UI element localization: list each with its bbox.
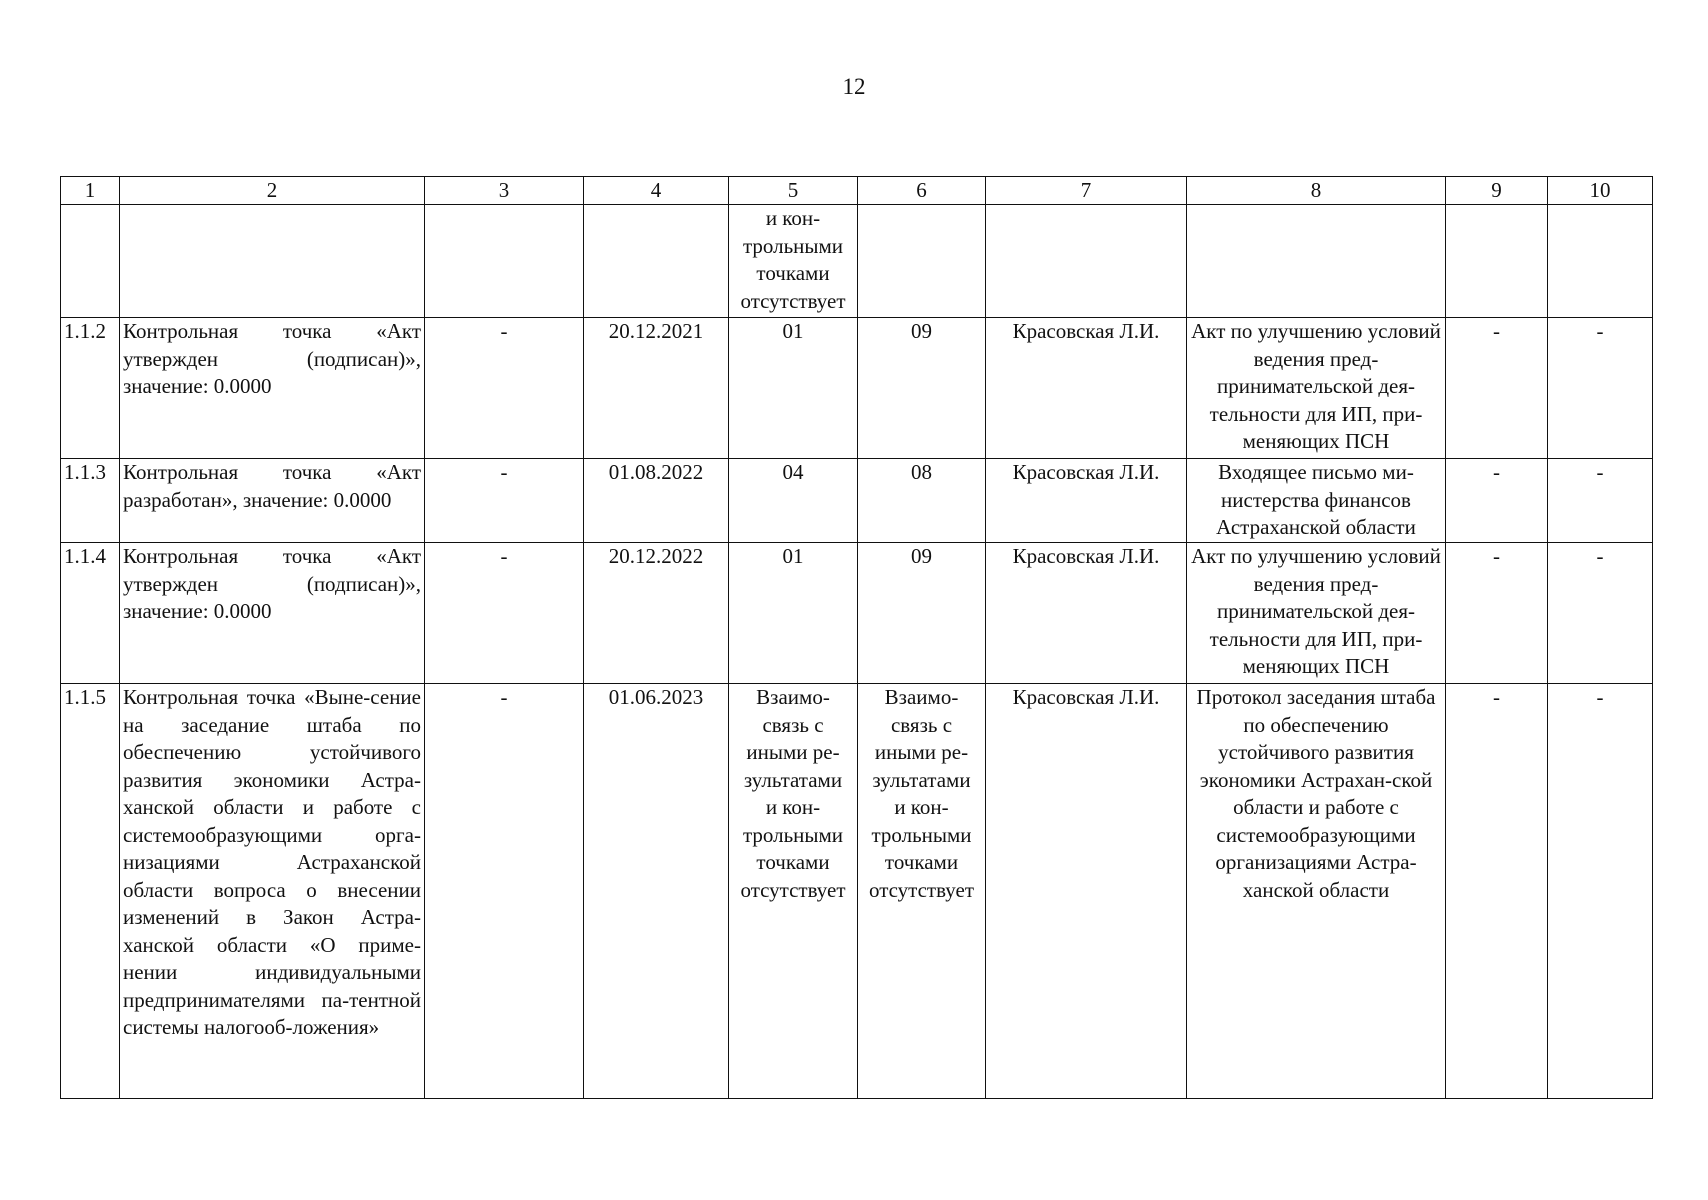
row-document: Входящее письмо ми-нистерства финансов Астраханской области xyxy=(1187,459,1446,543)
row-col3: - xyxy=(425,684,584,1099)
header-row xyxy=(61,177,1653,205)
row-col9: - xyxy=(1446,543,1548,684)
row-responsible: Красовская Л.И. xyxy=(986,543,1187,684)
col-header-10: 10 xyxy=(1548,177,1653,205)
row-date: 01.06.2023 xyxy=(584,684,729,1099)
row-col5: 04 xyxy=(729,459,858,543)
row-document: Акт по улучшению условий ведения пред-принимательской дея-тельности для ИП, при-меняющих ПСН xyxy=(1187,318,1446,459)
page-number: 12 xyxy=(842,74,866,99)
row-document: Протокол заседания штаба по обеспечению устойчивого развития экономики Астрахан-ской области и работе с системообразующими организациями Астра-ханской области xyxy=(1187,684,1446,1099)
continuation-col5: и кон- трольными точками отсутствует xyxy=(729,205,858,318)
row-col9: - xyxy=(1446,318,1548,459)
table-row xyxy=(61,318,1653,459)
col-header-7: 7 xyxy=(986,177,1187,205)
row-col5: 01 xyxy=(729,318,858,459)
row-description: Контрольная точка «Акт разработан», значение: 0.0000 xyxy=(120,459,425,543)
row-col6: 08 xyxy=(858,459,986,543)
row-date: 01.08.2022 xyxy=(584,459,729,543)
table-row xyxy=(61,459,1653,543)
row-col3: - xyxy=(425,318,584,459)
data-table xyxy=(60,176,1653,1099)
row-col6: Взаимо- связь с иными ре- зультатами и кон- трольными точками отсутствует xyxy=(858,684,986,1099)
row-date: 20.12.2022 xyxy=(584,543,729,684)
row-number: 1.1.3 xyxy=(61,459,120,543)
row-description: Контрольная точка «Акт утвержден (подписан)», значение: 0.0000 xyxy=(120,543,425,684)
col-header-4: 4 xyxy=(584,177,729,205)
row-number: 1.1.2 xyxy=(61,318,120,459)
table-row xyxy=(61,543,1653,684)
col-header-9: 9 xyxy=(1446,177,1548,205)
row-col5: 01 xyxy=(729,543,858,684)
row-col10: - xyxy=(1548,318,1653,459)
row-responsible: Красовская Л.И. xyxy=(986,684,1187,1099)
row-date: 20.12.2021 xyxy=(584,318,729,459)
row-col3: - xyxy=(425,543,584,684)
row-col10: - xyxy=(1548,543,1653,684)
row-description: Контрольная точка «Акт утвержден (подписан)», значение: 0.0000 xyxy=(120,318,425,459)
table-row xyxy=(61,684,1653,1099)
row-col5: Взаимо- связь с иными ре- зультатами и кон- трольными точками отсутствует xyxy=(729,684,858,1099)
row-responsible: Красовская Л.И. xyxy=(986,318,1187,459)
row-col9: - xyxy=(1446,459,1548,543)
col-header-1: 1 xyxy=(61,177,120,205)
row-col9: - xyxy=(1446,684,1548,1099)
col-header-3: 3 xyxy=(425,177,584,205)
row-responsible: Красовская Л.И. xyxy=(986,459,1187,543)
row-col3: - xyxy=(425,459,584,543)
row-col6: 09 xyxy=(858,318,986,459)
col-header-8: 8 xyxy=(1187,177,1446,205)
row-document: Акт по улучшению условий ведения пред-принимательской дея-тельности для ИП, при-меняющих ПСН xyxy=(1187,543,1446,684)
row-col10: - xyxy=(1548,684,1653,1099)
col-header-6: 6 xyxy=(858,177,986,205)
row-number: 1.1.5 xyxy=(61,684,120,1099)
continuation-row xyxy=(61,205,1653,318)
row-description: Контрольная точка «Выне-сение на заседание штаба по обеспечению устойчивого развития экономики Астра-ханской области и работе с системообразующими орга-низациями Астраханской области вопроса о внесении изменений в Закон Астра-ханской области «О приме-нении индивидуальными предпринимателями па-тентной системы налогооб-ложения» xyxy=(120,684,425,1099)
row-number: 1.1.4 xyxy=(61,543,120,684)
col-header-5: 5 xyxy=(729,177,858,205)
col-header-2: 2 xyxy=(120,177,425,205)
row-col10: - xyxy=(1548,459,1653,543)
row-col6: 09 xyxy=(858,543,986,684)
